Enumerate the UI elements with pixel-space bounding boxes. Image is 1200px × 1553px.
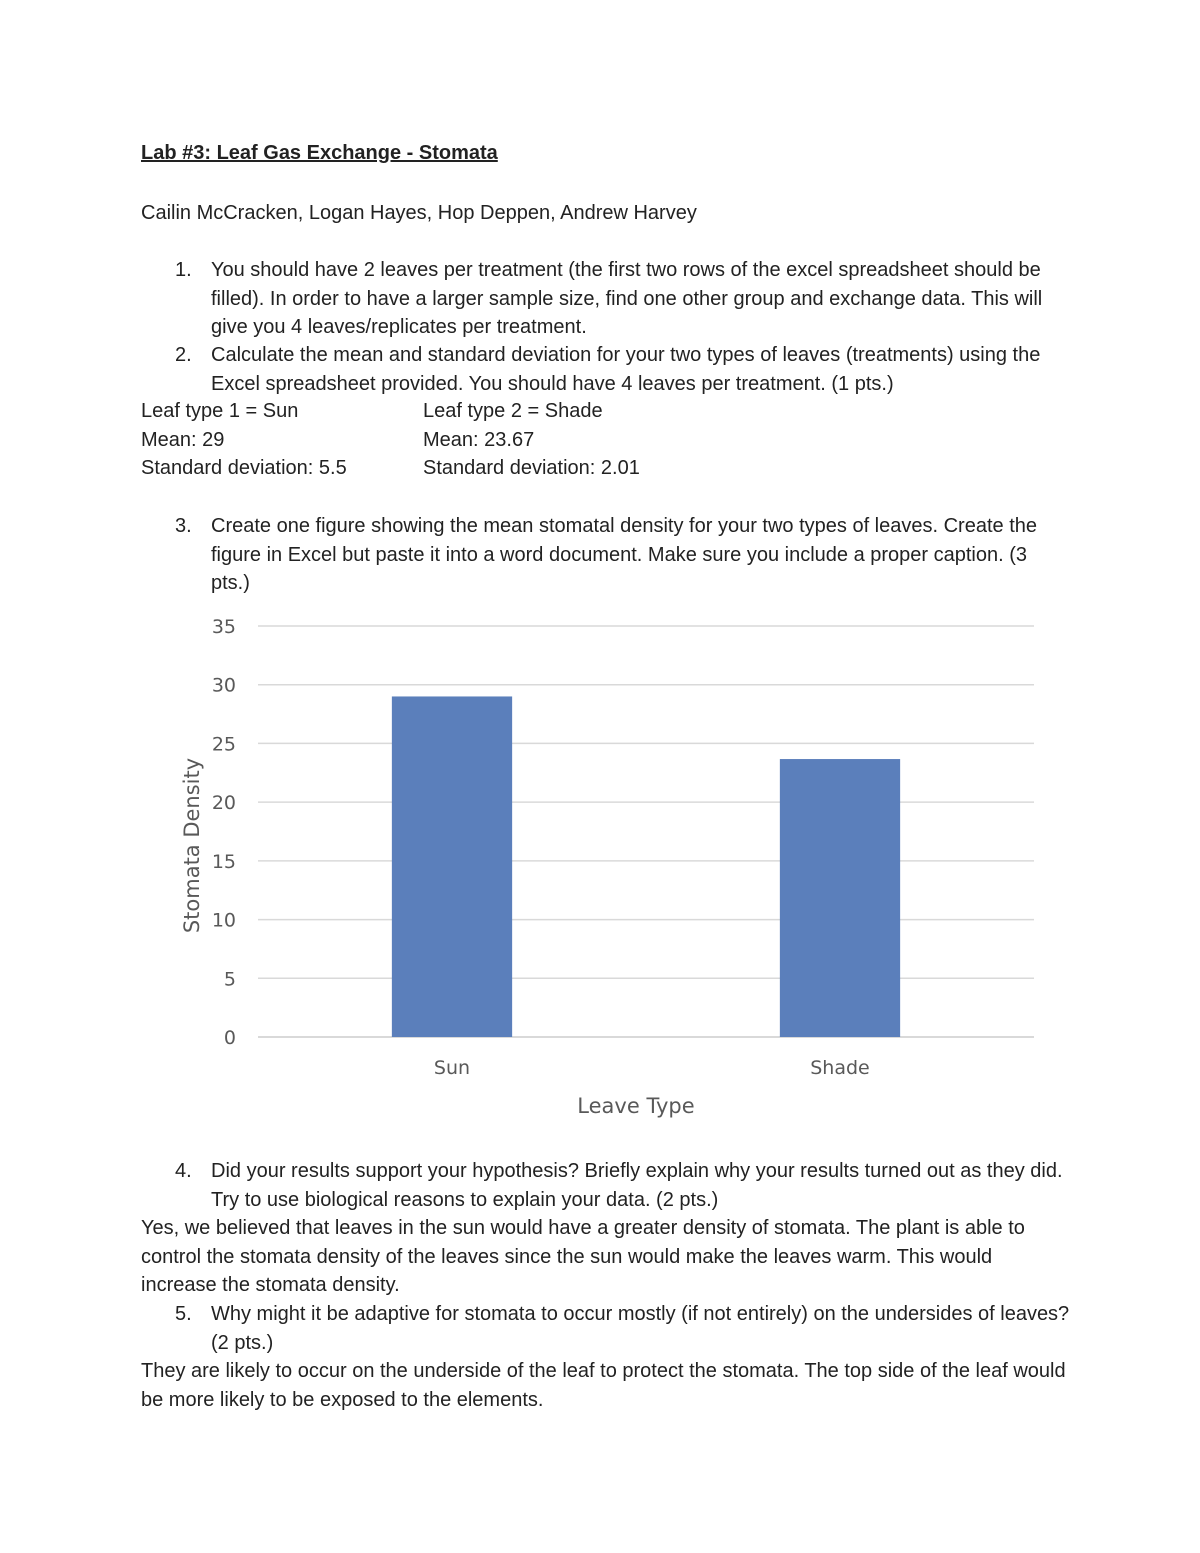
y-tick-label: 30 <box>211 674 236 697</box>
x-axis-label: Leave Type <box>577 1094 695 1118</box>
authors-line: Cailin McCracken, Logan Hayes, Hop Deppen, Andrew Harvey <box>141 202 697 224</box>
x-tick-labels <box>434 1057 870 1079</box>
question-text: Create one figure showing the mean stomatal density for your two types of leaves. Create the figure in Excel but paste it into a word document. Make sure you include a proper caption. (3 pts.) <box>211 515 1037 594</box>
answer-4: Yes, we believed that leaves in the sun would have a greater density of stomata. The plant is able to control the stomata density of the leaves since the sun would make the leaves warm. This would increase the stomata density. <box>141 1217 1025 1296</box>
y-tick-label: 25 <box>211 733 236 756</box>
question-text: You should have 2 leaves per treatment (the first two rows of the excel spreadsheet should be filled). In order to have a larger sample size, find one other group and exchange data. This will give you 4 leaves/replicates per treatment. <box>211 259 1043 338</box>
leaf-type-2: Leaf type 2 = Shade <box>423 400 603 422</box>
std-dev-2: Standard deviation: 2.01 <box>423 457 640 479</box>
stats-shade <box>423 397 640 483</box>
question-number: 2. <box>175 344 192 366</box>
y-tick-label: 15 <box>211 850 236 873</box>
x-tick-label: Sun <box>433 1057 471 1079</box>
bar-shade <box>780 759 900 1037</box>
question-number: 1. <box>175 259 192 281</box>
question-number: 5. <box>175 1303 192 1325</box>
answer-5: They are likely to occur on the underside of the leaf to protect the stomata. The top side of the leaf would be more likely to be exposed to the elements. <box>141 1360 1066 1411</box>
grid-lines <box>258 626 1034 1037</box>
y-axis-label: Stomata Density <box>180 757 204 934</box>
question-number: 3. <box>175 515 192 537</box>
stomata-density-chart <box>170 608 1050 1128</box>
y-tick-label: 20 <box>211 792 236 815</box>
y-tick-label: 0 <box>223 1027 236 1049</box>
std-dev-1: Standard deviation: 5.5 <box>141 457 347 479</box>
bars <box>392 696 900 1037</box>
y-tick-label: 5 <box>223 968 236 991</box>
y-tick-labels <box>212 616 236 1049</box>
stats-sun <box>141 397 347 483</box>
mean-1: Mean: 29 <box>141 428 225 451</box>
leaf-type-1: Leaf type 1 = Sun <box>141 400 299 422</box>
question-text: Why might it be adaptive for stomata to occur mostly (if not entirely) on the undersides of leaves? (2 pts.) <box>211 1303 1070 1354</box>
question-text: Did your results support your hypothesis? Briefly explain why your results turned out as they did. Try to use biological reasons to explain your data. (2 pts.) <box>211 1160 1063 1211</box>
x-tick-label: Shade <box>810 1057 870 1079</box>
mean-2: Mean: 23.67 <box>423 428 535 451</box>
question-number: 4. <box>175 1160 192 1182</box>
y-tick-label: 35 <box>211 616 236 638</box>
question-text: Calculate the mean and standard deviation for your two types of leaves (treatments) using the Excel spreadsheet provided. You should have 4 leaves per treatment. (1 pts.) <box>211 344 1041 395</box>
document-title: Lab #3: Leaf Gas Exchange - Stomata <box>141 142 498 164</box>
bar-sun <box>392 696 512 1037</box>
y-tick-label: 10 <box>211 909 236 932</box>
